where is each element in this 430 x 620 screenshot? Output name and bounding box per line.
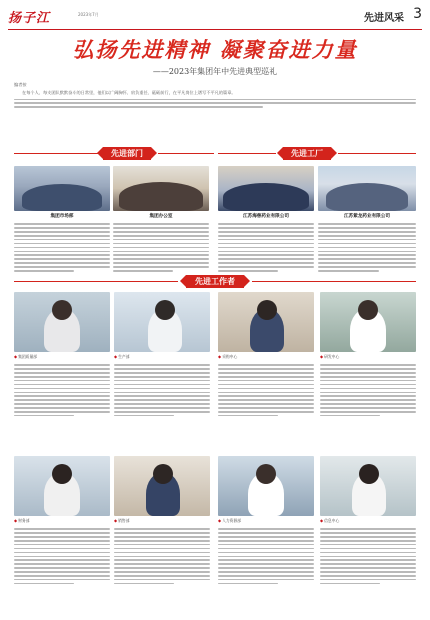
banner-rule <box>158 153 214 154</box>
worker-photo <box>218 292 314 352</box>
worker-photo <box>320 456 416 516</box>
article-column <box>218 221 314 274</box>
worker-caption-text: 采购中心 <box>222 354 238 359</box>
worker-caption: ◆集团质量部 <box>14 354 38 359</box>
article-column <box>320 526 416 587</box>
collective-caption: 集团办公室 <box>149 214 173 219</box>
banner-advanced-factory: 先进工厂 <box>283 147 331 160</box>
worker-caption-text: 集团质量部 <box>18 354 38 359</box>
worker-photo <box>218 456 314 516</box>
banner-advanced-department: 先进部门 <box>103 147 151 160</box>
banner-rule <box>14 281 178 282</box>
worker-photo <box>114 292 210 352</box>
banner-rule <box>218 153 276 154</box>
main-headline: 弘扬先进精神 凝聚奋进力量 <box>72 38 358 62</box>
article-column <box>14 526 110 587</box>
worker-photo <box>14 456 110 516</box>
worker-photo <box>14 292 110 352</box>
intro-section <box>14 82 416 110</box>
group-photo <box>14 166 110 211</box>
collective-caption: 集团市场部 <box>50 214 74 219</box>
article-column <box>14 221 110 274</box>
sub-headline-text: ——2023年集团年中先进典型巡礼 <box>152 67 278 76</box>
banner-rule <box>338 153 416 154</box>
group-photo <box>218 166 314 211</box>
intro-text: 在每个人、每支团队默默奋斗的日常里，他们以广阔胸怀、肩负重任、砥砺前行，在平凡岗位上谱写不平凡的篇章。 <box>22 90 236 95</box>
page-number: 3 <box>413 6 422 22</box>
issue-date: 2023年7月 <box>78 12 99 17</box>
group-photo <box>318 166 416 211</box>
banner-rule <box>252 281 416 282</box>
masthead <box>8 4 422 30</box>
worker-caption: ◆人力资源部 <box>218 518 242 523</box>
worker-caption: ◆采购中心 <box>218 354 238 359</box>
worker-caption-text: 销售部 <box>118 518 130 523</box>
worker-caption: ◆信息中心 <box>320 518 340 523</box>
worker-caption-text: 信息中心 <box>324 518 340 523</box>
section-name: 先进风采 <box>364 13 404 24</box>
worker-photo <box>114 456 210 516</box>
article-column <box>218 362 314 419</box>
worker-caption-text: 生产部 <box>118 354 130 359</box>
editor-note-label: 编者按 <box>14 82 27 87</box>
newspaper-logo: 扬子江 <box>8 11 51 26</box>
collective-caption: 江苏海慈药业有限公司 <box>243 214 289 219</box>
article-column <box>318 221 416 274</box>
worker-caption-text: 财务部 <box>18 518 30 523</box>
worker-caption: ◆生产部 <box>114 354 130 359</box>
group-photo <box>113 166 209 211</box>
article-column <box>218 526 314 587</box>
worker-caption: ◆财务部 <box>14 518 30 523</box>
banner-advanced-workers: 先进工作者 <box>186 275 244 288</box>
article-column <box>114 526 210 587</box>
text-line <box>14 102 416 104</box>
banner-rule <box>14 153 102 154</box>
worker-caption-text: 研发中心 <box>324 354 340 359</box>
text-line <box>14 99 416 101</box>
text-line <box>14 106 263 108</box>
article-column <box>114 362 210 419</box>
article-column <box>113 221 209 274</box>
worker-photo <box>320 292 416 352</box>
worker-caption: ◆研发中心 <box>320 354 340 359</box>
article-column <box>14 362 110 419</box>
collective-caption: 江苏紫龙药业有限公司 <box>344 214 390 219</box>
worker-caption-text: 人力资源部 <box>222 518 242 523</box>
article-column <box>320 362 416 419</box>
worker-caption: ◆销售部 <box>114 518 130 523</box>
sub-headline <box>0 66 430 77</box>
